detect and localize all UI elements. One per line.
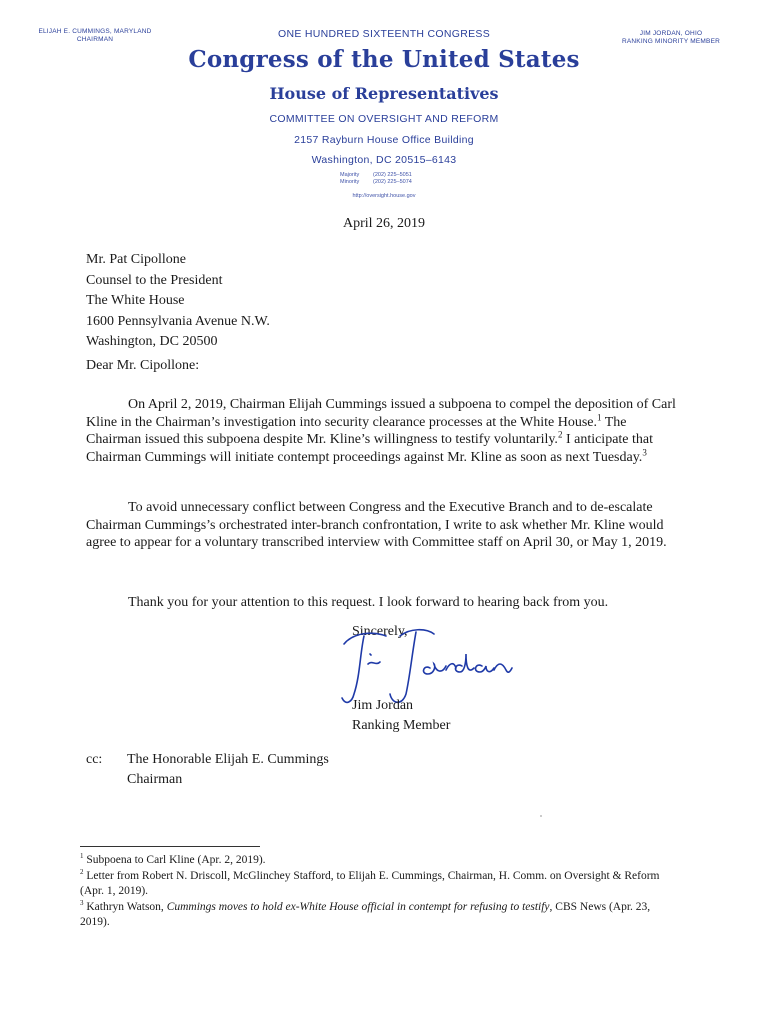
paragraph-2	[86, 499, 676, 552]
salutation: Dear Mr. Cipollone:	[86, 358, 200, 373]
paragraph-3: Thank you for your attention to this request. I look forward to hearing back from you.	[128, 595, 609, 610]
paragraph-1	[86, 396, 676, 466]
website-url: http://oversight.house.gov	[352, 193, 416, 199]
paragraph-1-text-b: The Chairman issued this subpoena despite Mr. Kline’s willingness to testify voluntarily.	[86, 414, 627, 447]
office-address-line1: 2157 Rayburn House Office Building	[294, 134, 474, 146]
footnote-number: 3	[80, 899, 84, 908]
footnote-number: 2	[80, 868, 84, 877]
footnote-ref-3: 3	[642, 446, 647, 457]
footnote-divider	[80, 846, 260, 847]
congress-title: Congress of the United States	[188, 46, 580, 73]
phone-row-minority	[340, 179, 460, 186]
committee-name: COMMITTEE ON OVERSIGHT AND REFORM	[269, 113, 499, 125]
footnotes	[80, 853, 680, 931]
footnote-number: 1	[80, 852, 84, 861]
phone-numbers	[340, 172, 460, 186]
recipient-line: 1600 Pennsylvania Avenue N.W.	[86, 313, 270, 329]
footnote-article-title: Cummings moves to hold ex-White House official in contempt for refusing to testify	[166, 901, 550, 913]
chairman-block	[30, 28, 160, 44]
signer-title: Ranking Member	[352, 718, 451, 733]
phone-number: (202) 225–5051	[373, 172, 412, 178]
footnote-text-source: , CBS News (Apr. 23, 2019).	[80, 901, 651, 928]
ranking-member-block	[596, 30, 746, 46]
footnote-ref-2: 2	[557, 429, 563, 440]
ranking-title: RANKING MINORITY MEMBER	[621, 38, 720, 45]
footnote-2	[80, 869, 680, 899]
chairman-title: CHAIRMAN	[76, 36, 114, 43]
phone-number: (202) 225–5074	[373, 179, 412, 185]
office-address-line2: Washington, DC 20515–6143	[311, 154, 457, 166]
phone-label: Majority	[340, 172, 360, 178]
paragraph-1-text-c: I anticipate that Chairman Cummings will initiate contempt proceedings against Mr. Kline as soon as next Tuesday.	[86, 432, 654, 465]
signer-name: Jim Jordan	[352, 698, 414, 713]
footnote-ref-1: 1	[596, 411, 602, 422]
phone-label: Minority	[340, 179, 360, 185]
chairman-name: ELIJAH E. CUMMINGS, MARYLAND	[38, 28, 152, 35]
recipient-line: Mr. Pat Cipollone	[86, 252, 186, 267]
paragraph-2-text: To avoid unnecessary conflict between Congress and the Executive Branch and to de-escalate Chairman Cummings’s orchestrated inter-branch confrontation, I write to ask whether Mr. Kline would agree to appear for a voluntary transcribed interview with Committee staff on April 30, or May 1, 2019.	[86, 500, 667, 550]
recipient-line: Counsel to the President	[86, 272, 223, 288]
footnote-3	[80, 900, 680, 930]
footnote-text-author: Kathryn Watson,	[86, 901, 167, 913]
cc-title: Chairman	[127, 772, 183, 787]
paragraph-1-text-a: On April 2, 2019, Chairman Elijah Cummings issued a subpoena to compel the deposition of Carl Kline in the Chairman’s investigation into security clearance processes at the White House.	[86, 397, 676, 430]
cc-label: cc:	[86, 752, 103, 767]
congress-number: ONE HUNDRED SIXTEENTH CONGRESS	[277, 28, 491, 40]
letter-date: April 26, 2019	[342, 216, 426, 231]
recipient-line: Washington, DC 20500	[86, 334, 218, 349]
closing: Sincerely,	[352, 624, 408, 639]
recipient-line: The White House	[86, 293, 185, 308]
house-title: House of Representatives	[269, 84, 499, 103]
footnote-text: Letter from Robert N. Driscoll, McGlinchey Stafford, to Elijah E. Cummings, Chairman, H. Comm. on Oversight & Reform (Apr. 1, 2019).	[80, 870, 660, 897]
footnote-text: Subpoena to Carl Kline (Apr. 2, 2019).	[86, 854, 266, 866]
scan-speck	[540, 815, 542, 817]
recipient-address	[86, 250, 270, 353]
footnote-1	[80, 853, 680, 868]
cc-name: The Honorable Elijah E. Cummings	[127, 752, 329, 767]
phone-row-majority	[340, 172, 460, 179]
ranking-name: JIM JORDAN, OHIO	[639, 30, 703, 37]
